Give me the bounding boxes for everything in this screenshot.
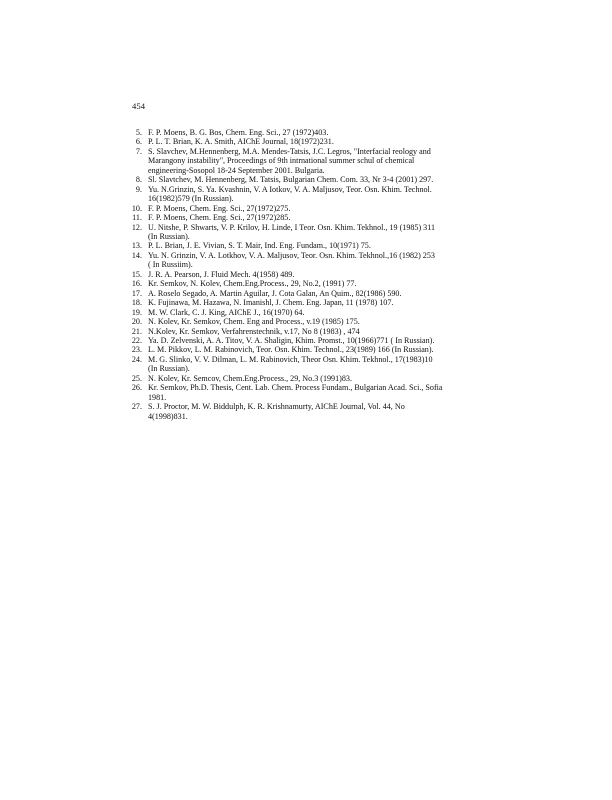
reference-text — [148, 336, 482, 345]
reference-line: Kr. Semkov, N. Kolev, Chem.Eng.Process., 29, No.2, (1991) 77. — [148, 279, 357, 289]
reference-number: 21. — [131, 326, 142, 336]
reference-item — [122, 137, 482, 146]
reference-line: M. W. Clark, C. J. King, AIChE J., 16(1970) 64. — [148, 307, 305, 317]
reference-item — [122, 402, 482, 421]
reference-text — [148, 327, 482, 336]
reference-number: 6. — [135, 137, 142, 147]
reference-text — [148, 204, 482, 213]
reference-line: 4(1998)831. — [148, 411, 188, 421]
reference-number: 27. — [131, 402, 142, 412]
reference-number: 25. — [131, 373, 142, 383]
reference-item — [122, 308, 482, 317]
reference-number: 22. — [131, 335, 142, 345]
reference-item — [122, 270, 482, 279]
reference-item — [122, 241, 482, 250]
reference-line: (In Russian). — [148, 231, 190, 241]
reference-line: ( In Russiim). — [148, 260, 193, 270]
reference-text — [148, 270, 482, 279]
reference-number: 16. — [131, 279, 142, 289]
reference-item — [122, 223, 482, 242]
reference-text — [148, 147, 482, 175]
reference-item — [122, 317, 482, 326]
reference-list — [122, 128, 482, 421]
reference-item — [122, 213, 482, 222]
reference-line: (In Russian). — [148, 364, 190, 374]
reference-line: Marangony instability", Proceedings of 9th intrnational summer schul of chemical — [148, 156, 415, 166]
reference-line: U. Nitshe, P. Shwarts, V. P. Krilov, H. Linde, I Teor. Osn. Khim. Tekhnol., 19 (1985) 311 — [148, 222, 436, 232]
reference-text — [148, 251, 482, 270]
reference-number: 9. — [135, 184, 142, 194]
reference-number: 12. — [131, 222, 142, 232]
reference-item — [122, 204, 482, 213]
reference-line: N. Kolev, Kr. Semkov, Chem. Eng and Process., v.19 (1985) 175. — [148, 317, 360, 327]
reference-line: engineering-Sosopol 18-24 September 2001. Bulgaria. — [148, 165, 325, 175]
reference-item — [122, 327, 482, 336]
reference-text — [148, 298, 482, 307]
reference-line: F. P. Moens, B. G. Bos, Chem. Eng. Sci., 27 (1972)403. — [148, 128, 329, 137]
reference-number: 8. — [135, 175, 142, 185]
reference-text — [148, 345, 482, 354]
reference-number: 11. — [132, 213, 142, 223]
reference-item — [122, 345, 482, 354]
reference-item — [122, 128, 482, 137]
reference-item — [122, 175, 482, 184]
reference-line: Ya. D. Zelvenski, A. A. Titov, V. A. Shaligin, Khim. Promst., 10(1966)771 ( In Russian). — [148, 335, 435, 345]
page-number: 454 — [132, 101, 146, 111]
reference-line: Sl. Slavtchev, M. Hennenberg, M. Tatsis, Bulgarian Chem. Com. 33, Nr 3-4 (2001) 297. — [148, 175, 434, 185]
reference-number: 17. — [131, 288, 142, 298]
reference-line: 16(1982)579 (In Russian). — [148, 194, 234, 204]
reference-line: 1981. — [148, 392, 167, 402]
reference-line: Yu. N.Grinzin, S. Ya. Kvashnin, V. A Iotkov, V. A. Maljusov, Teor. Osn. Khim. Technol. — [148, 184, 432, 194]
reference-line: Yu. N. Grinzin, V. A. Lotkhov, V. A. Maljusov, Teor. Osn. Khim. Tekhnol.,16 (1982) 253 — [148, 250, 435, 260]
reference-item — [122, 279, 482, 288]
reference-item — [122, 147, 482, 175]
reference-line: P. L. T. Brian, K. A. Smith, AIChE Journal, 18(1972)231. — [148, 137, 334, 147]
reference-number: 15. — [131, 269, 142, 279]
reference-text — [148, 137, 482, 146]
reference-line: M. G. Slinko, V. V. Dilman, L. M. Rabinovich, Theor Osn. Khim. Tekhnol., 17(1983)10 — [148, 354, 433, 364]
reference-text — [148, 289, 482, 298]
reference-number: 14. — [131, 250, 142, 260]
reference-number: 5. — [135, 128, 142, 137]
reference-text — [148, 317, 482, 326]
reference-number: 18. — [131, 298, 142, 308]
reference-item — [122, 336, 482, 345]
reference-text — [148, 374, 482, 383]
reference-line: A. Roselo Segado, A. Martin Aguilar, J. Cota Galan, An Quim., 82(1986) 590. — [148, 288, 402, 298]
reference-number: 19. — [131, 307, 142, 317]
reference-item — [122, 374, 482, 383]
reference-text — [148, 241, 482, 250]
reference-item — [122, 383, 482, 402]
reference-number: 10. — [131, 203, 142, 213]
reference-text — [148, 402, 482, 421]
reference-text — [148, 383, 482, 402]
reference-item — [122, 251, 482, 270]
reference-text — [148, 128, 482, 137]
reference-number: 7. — [135, 146, 142, 156]
reference-text — [148, 308, 482, 317]
reference-line: J. R. A. Pearson, J. Fluid Mech. 4(1958) 489. — [148, 269, 295, 279]
reference-number: 26. — [131, 383, 142, 393]
reference-text — [148, 185, 482, 204]
reference-item — [122, 298, 482, 307]
reference-line: L. M. Pikkov, L. M. Rabinovich, Teor. Osn. Khim. Technol., 23(1989) 166 (In Russian). — [148, 345, 434, 355]
reference-item — [122, 355, 482, 374]
reference-item — [122, 289, 482, 298]
reference-item — [122, 185, 482, 204]
reference-line: N. Kolev, Kr. Semcov, Chem.Eng.Process., 29, No.3 (1991)83. — [148, 373, 352, 383]
reference-number: 13. — [131, 241, 142, 251]
reference-text — [148, 279, 482, 288]
reference-line: S. J. Proctor, M. W. Biddulph, K. R. Krishnamurty, AIChE Journal, Vol. 44, No — [148, 402, 405, 412]
reference-line: F. P. Moens, Chem. Eng. Sci., 27(1972)275. — [148, 203, 291, 213]
reference-line: Kr. Semkov, Ph.D. Thesis, Cent. Lab. Chem. Process Fundam., Bulgarian Acad. Sci., Sofia — [148, 383, 443, 393]
reference-line: N.Kolev, Kr. Semkov, Verfahrenstechnik, v.17, No 8 (1983) , 474 — [148, 326, 360, 336]
reference-text — [148, 355, 482, 374]
reference-line: F. P. Moens, Chem. Eng. Sci., 27(1972)285. — [148, 213, 291, 223]
reference-text — [148, 223, 482, 242]
reference-line: S. Slavchev, M.Hennenberg, M.A. Mendes-Tatsis, J.C. Legros, "Interfacial reology and — [148, 146, 431, 156]
reference-text — [148, 175, 482, 184]
reference-number: 24. — [131, 354, 142, 364]
reference-line: K. Fujinawa, M. Hazawa, N. Imanishl, J. Chem. Eng. Japan, 11 (1978) 107. — [148, 298, 394, 308]
reference-number: 20. — [131, 317, 142, 327]
reference-line: P. L. Brian, J. E. Vivian, S. T. Mair, Ind. Eng. Fundam., 10(1971) 75. — [148, 241, 371, 251]
reference-text — [148, 213, 482, 222]
reference-number: 23. — [131, 345, 142, 355]
